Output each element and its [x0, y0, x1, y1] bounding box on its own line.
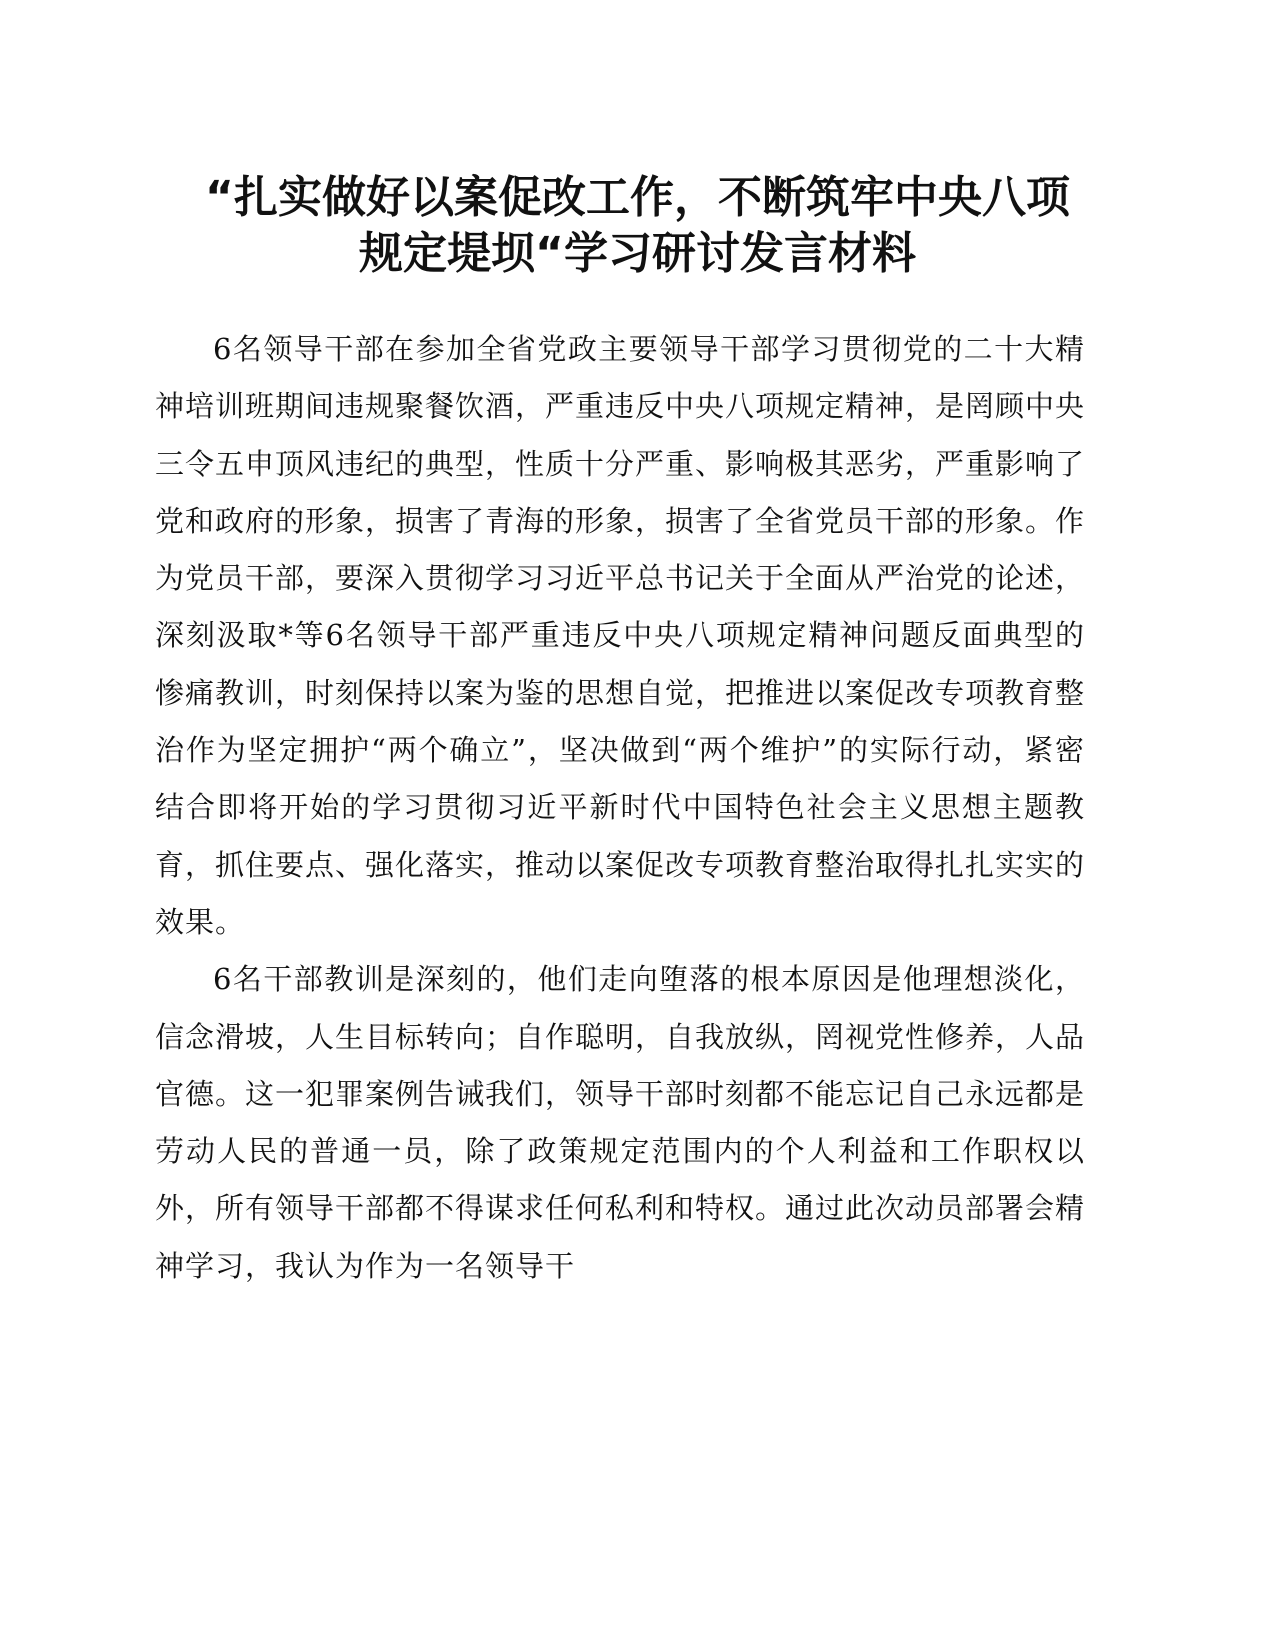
- paragraph: 6名领导干部在参加全省党政主要领导干部学习贯彻党的二十大精神培训班期间违规聚餐饮酒，严重违反中央八项规定精神，是罔顾中央三令五申顶风违纪的典型，性质十分严重、影响极其恶劣，严重影响了党和政府的形象，损害了青海的形象，损害了全省党员干部的形象。作为党员干部，要深入贯彻学习习近平总书记关于全面从严治党的论述，深刻汲取*等6名领导干部严重违反中央八项规定精神问题反面典型的惨痛教训，时刻保持以案为鉴的思想自觉，把推进以案促改专项教育整治作为坚定拥护“两个确立”，坚决做到“两个维护”的实际行动，紧密结合即将开始的学习贯彻习近平新时代中国特色社会主义思想主题教育，抓住要点、强化落实，推动以案促改专项教育整治取得扎扎实实的效果。: [155, 332, 1086, 939]
- document-title: [150, 170, 1125, 282]
- title-line-1: “扎实做好以案促改工作，不断筑牢中央八项: [205, 172, 1070, 223]
- title-line-2: 规定堤坝“学习研讨发言材料: [359, 228, 916, 279]
- document-body: [155, 321, 1085, 1295]
- paragraph: 6名干部教训是深刻的，他们走向堕落的根本原因是他理想淡化，信念滑坡，人生目标转向；自作聪明，自我放纵，罔视党性修养，人品官德。这一犯罪案例告诫我们，领导干部时刻都不能忘记自己永远都是劳动人民的普通一员，除了政策规定范围内的个人利益和工作职权以外，所有领导干部都不得谋求任何私利和特权。通过此次动员部署会精神学习，我认为作为一名领导干: [155, 962, 1086, 1283]
